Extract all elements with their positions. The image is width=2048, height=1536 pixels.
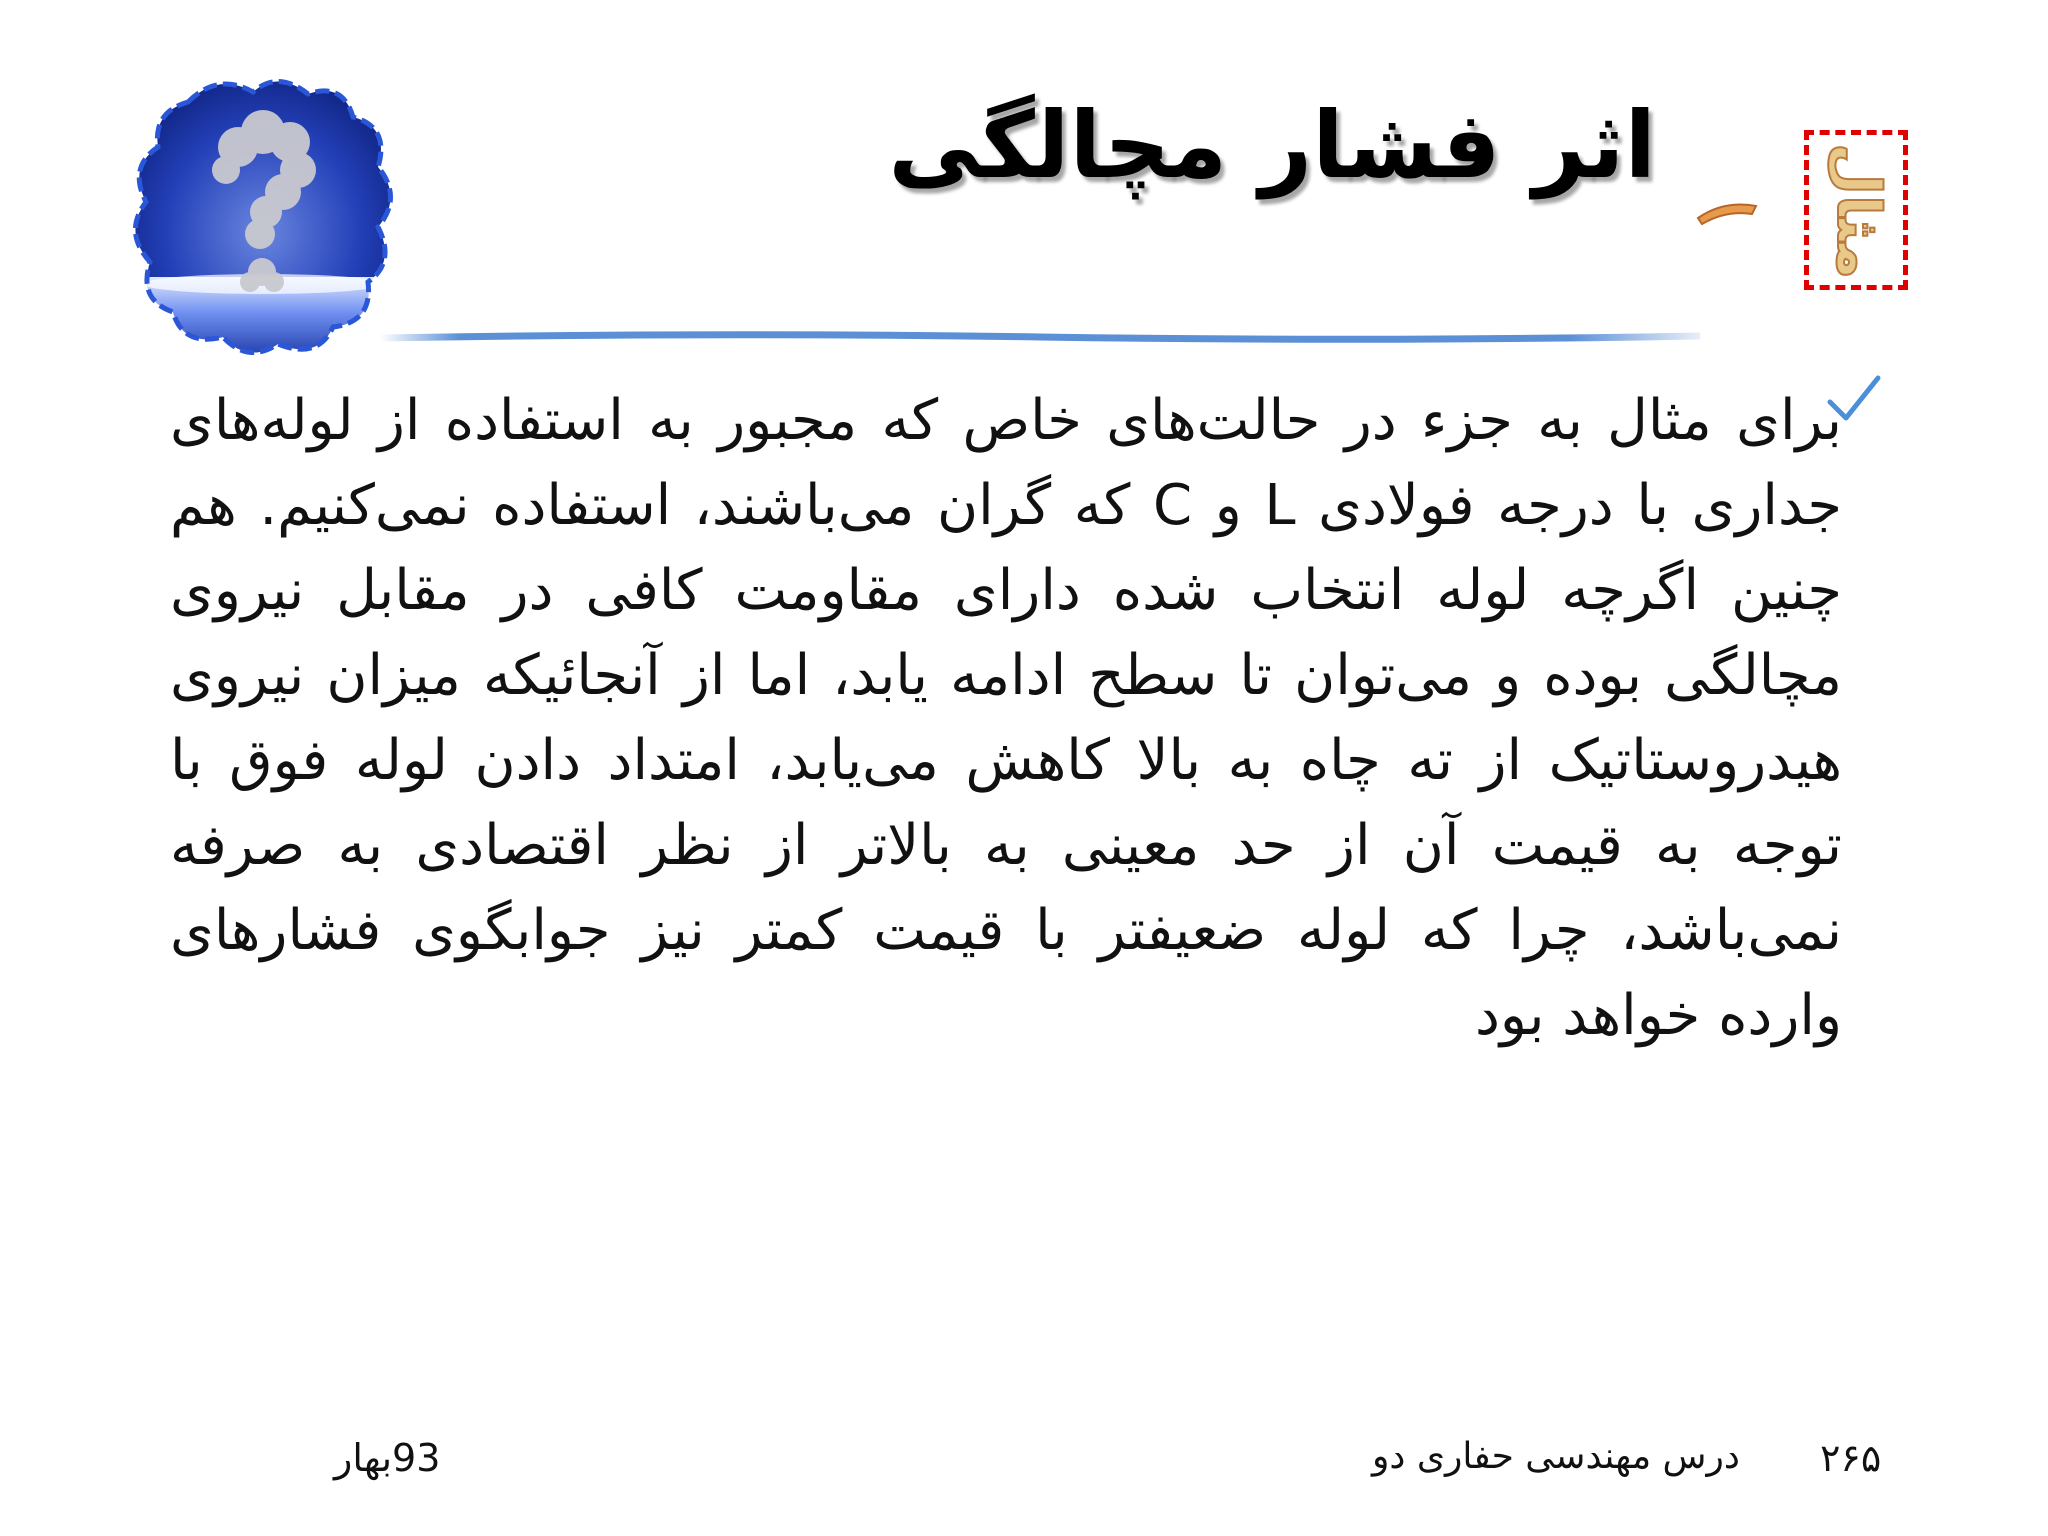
example-badge-label: مثال: [1823, 143, 1893, 280]
page-number: ۲۶۵: [1820, 1436, 1882, 1480]
badge-pointer-icon: [1694, 196, 1764, 226]
term-label: 93بهار: [334, 1436, 441, 1480]
title-divider: [380, 330, 1700, 346]
example-badge: [1804, 130, 1908, 290]
course-title: درس مهندسی حفاری دو: [1372, 1436, 1740, 1477]
question-cloud-icon: [128, 72, 398, 362]
body-paragraph: برای مثال به جزء در حالت‌های خاص که مجبور به استفاده از لوله‌های جداری با درجه فولادی L و C که گران می‌باشند، استفاده نمی‌کنیم. هم چنین اگرچه لوله انتخاب شده دارای مقاومت کافی در مقابل نیروی مچالگی بوده و می‌توان تا سطح ادامه یابد، اما از آنجائیکه میزان نیروی هیدروستاتیک از ته چاه به بالا کاهش می‌یابد، امتداد دادن لوله فوق با توجه به قیمت آن از حد معینی به بالاتر از نظر اقتصادی به صرفه نمی‌باشد، چرا که لوله ضعیفتر با قیمت کمتر نیز جوابگوی فشارهای وارده خواهد بود: [170, 388, 1842, 1048]
slide-title: اثر فشار مچالگی: [888, 92, 1656, 199]
